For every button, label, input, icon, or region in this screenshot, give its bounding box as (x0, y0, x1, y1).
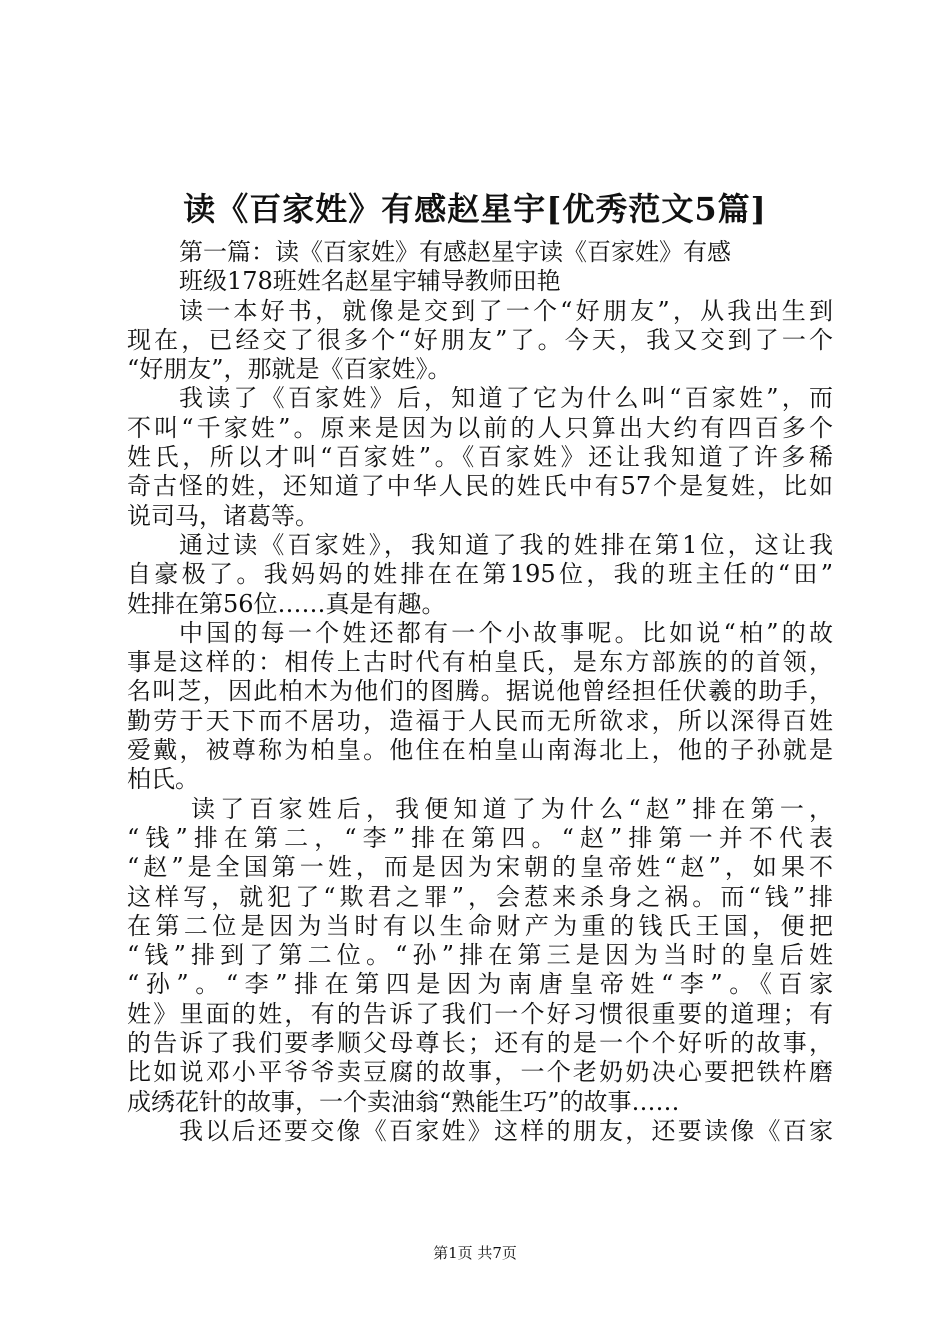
text-line: 不叫“千家姓”。原来是因为以前的人只算出大约有四百多个 (127, 413, 833, 442)
page-indicator: 第1页 共7页 (433, 1244, 517, 1262)
text-line: 柏氏。 (127, 765, 199, 794)
text-line: 读一本好书，就像是交到了一个“好朋友”，从我出生到 (179, 296, 833, 325)
text-line: “孙”。“李”排在第四是因为南唐皇帝姓“李”。《百家 (127, 970, 833, 999)
text-line: “赵”是全国第一姓，而是因为宋朝的皇帝姓“赵”，如果不 (127, 853, 833, 882)
text-line: “钱”排到了第二位。“孙”排在第三是因为当时的皇后姓 (127, 941, 833, 970)
text-line: 名叫芝，因此柏木为他们的图腾。据说他曾经担任伏羲的助手， (127, 677, 833, 706)
text-line: 这样写，就犯了“欺君之罪”，会惹来杀身之祸。而“钱”排 (127, 882, 833, 911)
text-line: 的告诉了我们要孝顺父母尊长；还有的是一个个好听的故事， (127, 1029, 833, 1058)
text-line: 爱戴，被尊称为柏皇。他住在柏皇山南海北上，他的子孙就是 (127, 736, 833, 765)
text-line: “钱”排在第二，“李”排在第四。“赵”排第一并不代表 (127, 823, 833, 852)
text-line: 通过读《百家姓》，我知道了我的姓排在第1位，这让我 (179, 530, 833, 559)
text-line: 事是这样的：相传上古时代有柏皇氏，是东方部族的的首领， (127, 648, 833, 677)
text-line: 姓氏，所以才叫“百家姓”。《百家姓》还让我知道了许多稀 (127, 443, 833, 472)
document-title: 读《百家姓》有感赵星宇[优秀范文5篇] (183, 190, 767, 228)
text-line: 读了百家姓后，我便知道了为什么“赵”排在第一， (191, 794, 833, 823)
text-line: 奇古怪的姓，还知道了中华人民的姓氏中有57个是复姓，比如 (127, 472, 833, 501)
text-line: 班级178班姓名赵星宇辅导教师田艳 (179, 267, 561, 296)
text-line: 姓》里面的姓，有的告诉了我们一个好习惯很重要的道理；有 (127, 999, 833, 1028)
text-line: “好朋友”，那就是《百家姓》。 (127, 355, 452, 384)
text-line: 说司马，诸葛等。 (127, 501, 319, 530)
text-line: 我以后还要交像《百家姓》这样的朋友，还要读像《百家 (179, 1116, 833, 1145)
text-line: 第一篇：读《百家姓》有感赵星宇读《百家姓》有感 (179, 238, 731, 266)
text-line: 勤劳于天下而不居功，造福于人民而无所欲求，所以深得百姓 (127, 706, 833, 735)
text-line: 比如说邓小平爷爷卖豆腐的故事，一个老奶奶决心要把铁杵磨 (127, 1058, 833, 1087)
text-line: 我读了《百家姓》后，知道了它为什么叫“百家姓”，而 (179, 384, 833, 413)
text-line: 现在，已经交了很多个“好朋友”了。今天，我又交到了一个 (127, 325, 833, 354)
text-line: 在第二位是因为当时有以生命财产为重的钱氏王国，便把 (127, 911, 833, 940)
document-body (127, 238, 833, 1146)
text-line: 成绣花针的故事，一个卖油翁“熟能生巧”的故事…… (127, 1087, 680, 1116)
text-line: 中国的每一个姓还都有一个小故事呢。比如说“柏”的故 (179, 618, 833, 647)
text-line: 自豪极了。我妈妈的姓排在在第195位，我的班主任的“田” (127, 560, 833, 589)
text-line: 姓排在第56位……真是有趣。 (127, 589, 446, 618)
